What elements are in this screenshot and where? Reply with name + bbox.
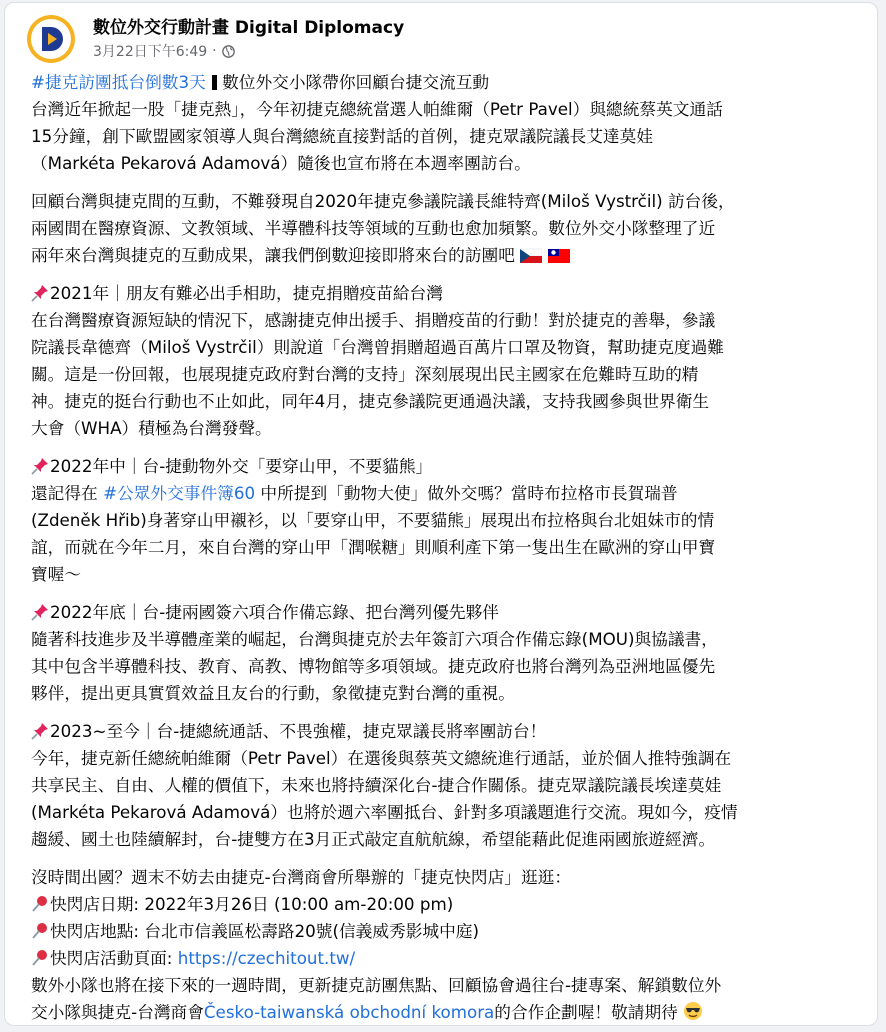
sunglasses-face-icon [683, 1001, 703, 1021]
section-line: 關。這是一份回報，也展現捷克政府對台灣的支持」深刻展現出民主國家在危難時互助的精 [31, 364, 699, 384]
popup-intro: 沒時間出國？週末不妨去由捷克-台灣商會所舉辦的「捷克快閃店」逛逛： [31, 867, 572, 887]
section-2021 [31, 280, 867, 442]
intro-line: （Markéta Pekarová Adamová）隨後也宣布將在本週率團訪台。 [31, 153, 531, 173]
section-text: 還記得在 [31, 483, 104, 503]
intro-paragraph [31, 69, 867, 177]
intro-line: 15分鐘，創下歐盟國家領導人與台灣總統直接對話的首例，捷克眾議院議長艾達莫娃 [31, 126, 653, 146]
meta-separator: · [212, 43, 217, 59]
round-pushpin-icon [31, 949, 49, 967]
logo-d-icon [36, 24, 66, 54]
section-line: 夥伴，提出更具實質效益且友台的行動，象徵捷克對台灣的重視。 [31, 683, 515, 703]
chamber-page-link[interactable]: Česko-taiwanská obchodní komora [203, 1002, 495, 1022]
section-2023 [31, 718, 867, 853]
section-text: 中所提到「動物大使」做外交嗎？當時布拉格市長賀瑞普 [255, 483, 678, 503]
popup-store-paragraph [31, 864, 867, 1026]
czech-flag-icon [520, 248, 542, 264]
review-paragraph [31, 188, 867, 269]
section-line: (Zdeněk Hřib)身著穿山甲襯衫，以「要穿山甲，不要貓熊」展現出布拉格與台北姐妹市的情 [31, 510, 715, 530]
review-line: 兩國間在醫療資源、文教領域、半導體科技等領域的互動也愈加頻繁。數位外交小隊整理了近 [31, 218, 716, 238]
pushpin-icon [31, 457, 49, 475]
pushpin-icon [31, 284, 49, 302]
section-line: 誼，而就在今年二月，來自台灣的穿山甲「潤喉糖」則順利產下第一隻出生在歐洲的穿山甲寶 [31, 537, 716, 557]
avatar[interactable] [27, 15, 75, 63]
section-line: 寶喔～ [31, 564, 82, 584]
section-line: 共享民主、自由、人權的價值下，未來也將持續深化台-捷合作關係。捷克眾議院議長埃達莫娃 [31, 775, 722, 795]
pushpin-icon [31, 603, 49, 621]
taiwan-flag-icon [548, 248, 570, 264]
post-meta [93, 41, 235, 61]
intro-line: 台灣近年掀起一股「捷克熱」，今年初捷克總統當選人帕維爾（Petr Pavel）與總統蔡英文通話 [31, 99, 723, 119]
closing-text: 的合作企劃喔！敬請期待 [494, 1002, 678, 1022]
section-line: 今年，捷克新任總統帕維爾（Petr Pavel）在選後與蔡英文總統進行通話，並於個人推特強調在 [31, 748, 732, 768]
section-line: 在台灣醫療資源短缺的情況下，感謝捷克伸出援手、捐贈疫苗的行動！對於捷克的善舉，參議 [31, 310, 716, 330]
section-title: 2021年｜朋友有難必出手相助，捷克捐贈疫苗給台灣 [50, 283, 443, 303]
section-title: 2022年底｜台-捷兩國簽六項合作備忘錄、把台灣列優先夥伴 [50, 602, 499, 622]
post-body [31, 69, 867, 1026]
review-line: 回顧台灣與捷克間的互動，不難發現自2020年捷克參議院議長維特齊(Miloš Vystrčil) 訪台後， [31, 191, 735, 211]
section-line: 其中包含半導體科技、教育、高教、博物館等多項領域。捷克政府也將台灣列為亞洲地區優先 [31, 656, 716, 676]
section-title: 2022年中｜台-捷動物外交「要穿山甲，不要貓熊」 [50, 456, 433, 476]
pushpin-icon [31, 722, 49, 740]
closing-line: 數外小隊也將在接下來的一週時間，更新捷克訪團焦點、回顧協會過往台-捷專案、解鎖數位外 [31, 975, 722, 995]
section-2022-mid [31, 453, 867, 588]
section-line: (Markéta Pekarová Adamová）也將於週六率團抵台、針對多項議題進行交流。現如今，疫情 [31, 802, 738, 822]
popup-page-link[interactable]: https://czechitout.tw/ [177, 948, 356, 968]
section-line: 趨緩、國土也陸續解封，台-捷雙方在3月正式敲定直航航線，希望能藉此促進兩國旅遊經濟。 [31, 829, 716, 849]
section-line: 院議長韋德齊（Miloš Vystrčil）則說道「台灣曾捐贈超過百萬片口罩及物資，幫助捷克度過難 [31, 337, 724, 357]
page-logo [31, 19, 71, 59]
hashtag-link[interactable]: #公眾外交事件簿60 [103, 483, 256, 503]
section-title: 2023~至今｜台-捷總統通話、不畏強權，捷克眾議長將率團訪台！ [50, 721, 547, 741]
globe-icon [222, 45, 235, 58]
round-pushpin-icon [31, 895, 49, 913]
post-timestamp[interactable]: 3月22日下午6:49 [93, 44, 208, 60]
section-line: 大會（WHA）積極為台灣發聲。 [31, 418, 272, 438]
hashtag-link[interactable]: #捷克訪團抵台倒數3天 [31, 72, 206, 92]
review-line: 兩年來台灣與捷克的互動成果，讓我們倒數迎接即將來台的訪團吧 [31, 245, 515, 265]
popup-date: 快閃店日期: 2022年3月26日 (10:00 am-20:00 pm) [50, 894, 454, 914]
closing-text: 交小隊與捷克-台灣商會 [31, 1002, 204, 1022]
post-header [27, 13, 847, 69]
section-line: 隨著科技進步及半導體產業的崛起，台灣與捷克於去年簽訂六項合作備忘錄(MOU)與協議書， [31, 629, 718, 649]
round-pushpin-icon [31, 922, 49, 940]
popup-location: 快閃店地點: 台北市信義區松壽路20號(信義威秀影城中庭) [50, 921, 479, 941]
section-2022-end [31, 599, 867, 707]
section-line: 神。捷克的挺台行動也不止如此，同年4月，捷克參議院更通過決議，支持我國參與世界衛生 [31, 391, 710, 411]
page-name[interactable]: 數位外交行動計畫 Digital Diplomacy [93, 18, 405, 38]
intro-headline: 數位外交小隊帶你回顧台捷交流互動 [216, 72, 490, 92]
post-card [4, 2, 878, 1026]
popup-page-label: 快閃店活動頁面: [50, 948, 178, 968]
